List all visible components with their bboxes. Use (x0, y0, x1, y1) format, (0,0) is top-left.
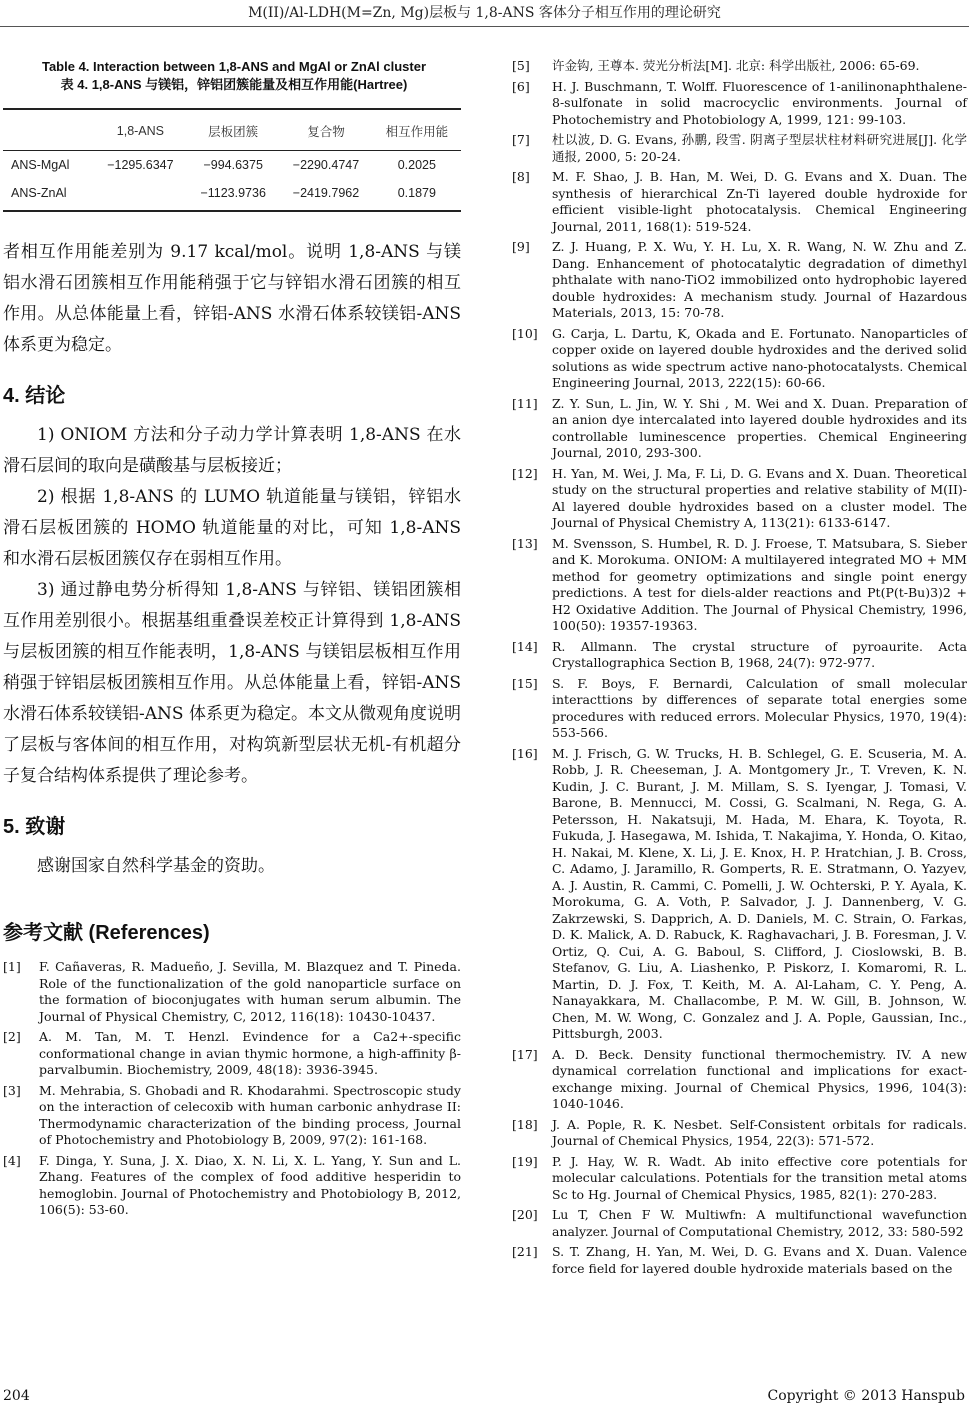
reference-item (512, 1117, 967, 1150)
reference-number: [13] (512, 535, 538, 551)
reference-number: [7] (512, 132, 530, 147)
continuation-paragraph: 者相互作用能差别为 9.17 kcal/mol。说明 1,8-ANS 与镁铝水滑石团簇相互作用能稍强于它与锌铝水滑石团簇的相互作用。从总体能量上看，锌铝-ANS 水滑石体系较镁铝-ANS 体系更为稳定。 (3, 242, 461, 355)
table-row (3, 179, 461, 211)
reference-text: 杜以波, D. G. Evans, 孙鹏, 段雪. 阴离子型层状柱材料研究进展[J]. 化学通报, 2000, 5: 20-24. (552, 132, 967, 164)
reference-number: [9] (512, 239, 530, 254)
reference-item (512, 58, 967, 75)
table-cell: −2290.4747 (292, 158, 360, 172)
reference-number: [16] (512, 745, 538, 761)
table-cell: −1123.9736 (187, 179, 279, 211)
table-header-cell: 相互作用能 (373, 109, 461, 151)
reference-number: [15] (512, 675, 538, 691)
reference-text: H. Yan, M. Wei, J. Ma, F. Li, D. G. Evans and X. Duan. Theoretical study on the structural properties and relative stability of M(II)-Al layered double hydroxides based on a cluster model. The Journal of Physical Chemistry A, 113(21): 6133-6147. (552, 465, 967, 530)
acknowledgement-text: 感谢国家自然科学基金的资助。 (37, 856, 275, 876)
reference-number: [17] (512, 1046, 538, 1062)
reference-list-left (3, 959, 461, 1219)
reference-text: A. M. Tan, M. T. Henzl. Evindence for a Ca2+-specific conformational change in avian thymic hormone, a high-affinity β-parvalbumin. Biochemistry, 2009, 48(18): 3936-3945. (39, 1029, 461, 1077)
reference-text: M. F. Shao, J. B. Han, M. Wei, D. G. Evans and X. Duan. The synthesis of hierarchical Zn-Ti layered double hydroxide for efficient visible-light photocatalysis. Chemical Engineering Journal, 2011, 168(1): 519-524. (552, 169, 967, 234)
reference-number: [18] (512, 1116, 538, 1132)
reference-item (512, 536, 967, 635)
running-title: M(II)/Al-LDH(M=Zn, Mg)层板与 1,8-ANS 客体分子相互作用的理论研究 (248, 5, 721, 21)
table-cell (94, 179, 187, 211)
reference-number: [1] (3, 959, 21, 974)
reference-item (512, 396, 967, 462)
conclusion-paragraph-2: 2) 根据 1,8-ANS 的 LUMO 轨道能量与镁铝，锌铝水滑石层板团簇的 HOMO 轨道能量的对比，可知 1,8-ANS 和水滑石层板团簇仅存在弱相互作用。 (3, 487, 461, 569)
conclusion-heading: 4. 结论 (3, 385, 66, 407)
reference-text: 许金钩, 王尊本. 荧光分析法[M]. 北京: 科学出版社, 2006: 65-69. (552, 58, 920, 73)
conclusion-paragraph-1: 1) ONIOM 方法和分子动力学计算表明 1,8-ANS 在水滑石层间的取向是磺酸基与层板接近； (3, 425, 461, 476)
reference-text: F. Dinga, Y. Suna, J. X. Diao, X. N. Li, X. L. Yang, Y. Sun and L. Zhang. Features of the complex of food additive hesperidin to hemoglobin. Journal of Photochemistry and Photobiology B, 2012, 106(5): 53-60. (39, 1152, 461, 1217)
reference-text: S. T. Zhang, H. Yan, M. Wei, D. G. Evans and X. Duan. Valence force field for layered double hydroxide materials based on the (552, 1244, 967, 1276)
table-cell: −2419.7962 (279, 179, 372, 211)
table-header-cell: 层板团簇 (187, 109, 279, 151)
reference-number: [5] (512, 58, 530, 73)
interaction-energy-table (3, 108, 461, 212)
reference-text: H. J. Buschmann, T. Wolff. Fluorescence of 1-anilinonaphthalene-8-sulfonate in solid macrocyclic environments. Journal of Photochemistry and Photobiology A, 1999, 121: 99-103. (552, 78, 967, 127)
reference-text: Z. Y. Sun, L. Jin, W. Y. Shi , M. Wei and X. Duan. Preparation of an anion dye intercalated into layered double hydroxides and its controllable luminescence properties. Chemical Engineering Journal, 2010, 293-300. (552, 395, 967, 460)
table-cell: −994.6375 (203, 158, 263, 172)
reference-item (512, 169, 967, 235)
page-number: 204 (3, 1388, 30, 1404)
reference-text: M. Svensson, S. Humbel, R. D. J. Froese, T. Matsubara, S. Sieber and K. Morokuma. ONIOM: A multilayered integrated MO + MM method for geometry optimizations and single point energy predictions. A test for diels-alder reactions and Pt(P(t-Bu)3)2 + H2 Oxidative Addition. The Journal of Physical Chemistry, 1996, 100(50): 19357-19363. (552, 535, 967, 633)
header-rule (0, 26, 969, 27)
reference-number: [14] (512, 638, 538, 654)
reference-item (512, 239, 967, 322)
conclusion-paragraph-3: 3) 通过静电势分析得知 1,8-ANS 与锌铝、镁铝团簇相互作用差别很小。根据基组重叠误差校正计算得到 1,8-ANS 与层板团簇的相互作能表明，1,8-ANS 与镁铝层板相互作用稍强于锌铝层板团簇相互作用。从总体能量上看，锌铝-ANS 水滑石体系较镁铝-ANS 体系更为稳定。本文从微观角度说明了层板与客体间的相互作用，对构筑新型层状无机-有机超分子复合结构体系提供了理论参考。 (3, 580, 461, 786)
reference-item (512, 1154, 967, 1204)
reference-item (512, 79, 967, 129)
copyright-notice: Copyright © 2013 Hanspub (767, 1388, 965, 1404)
reference-number: [2] (3, 1029, 21, 1044)
reference-number: [11] (512, 395, 538, 411)
table-cell: −1295.6347 (107, 158, 174, 172)
reference-list-right (512, 58, 967, 1277)
reference-text: S. F. Boys, F. Bernardi, Calculation of small molecular interacttions by differences of separate total energies some procedures with reduced errors. Molecular Physics, 1970, 19(4): 553-566. (552, 675, 967, 740)
reference-number: [8] (512, 169, 530, 184)
reference-item (3, 1083, 461, 1149)
reference-number: [4] (3, 1152, 21, 1168)
table-cell: ANS-ZnAl (3, 179, 94, 211)
reference-number: [12] (512, 465, 538, 481)
table-cell: 0.2025 (397, 158, 436, 172)
reference-item (3, 1029, 461, 1079)
references-heading: 参考文献 (References) (3, 922, 210, 944)
right-column (512, 58, 967, 1281)
reference-item (512, 676, 967, 742)
reference-number: [6] (512, 78, 530, 94)
reference-item (512, 1244, 967, 1277)
reference-item (512, 1047, 967, 1113)
reference-text: F. Cañaveras, R. Madueño, J. Sevilla, M. Blazquez and T. Pineda. Role of the functionalization of the gold nanoparticle surface on the formation of bioconjugates with human serum albumin. The Journal of Physical Chemistry, C, 2012, 116(18): 10430-10437. (39, 959, 461, 1024)
table-header-row (3, 109, 461, 151)
reference-number: [10] (512, 325, 538, 341)
reference-text: M. J. Frisch, G. W. Trucks, H. B. Schlegel, G. E. Scuseria, M. A. Robb, J. R. Cheeseman, J. A. Montgomery Jr., T. Vreven, K. N. Kudin, J. C. Burant, J. M. Millam, S. S. Iyengar, J. Tomasi, V. Barone, B. Mennucci, M. Cossi, G. Scalmani, N. Rega, G. A. Petersson, H. Nakatsuji, M. Hada, M. Ehara, K. Toyota, R. Fukuda, J. Hasegawa, M. Ishida, T. Nakajima, Y. Honda, O. Kitao, H. Nakai, M. Klene, X. Li, J. E. Knox, H. P. Hratchian, J. B. Cross, C. Adamo, J. Jaramillo, R. Gomperts, R. E. Stratmann, O. Yazyev, A. J. Austin, R. Cammi, C. Pomelli, J. W. Ochterski, P. Y. Ayala, K. Morokuma, G. A. Voth, P. Salvador, J. J. Dannenberg, V. G. Zakrzewski, S. Dapprich, A. D. Daniels, M. C. Strain, O. Farkas, D. K. Malick, A. D. Rabuck, K. Raghavachari, J. B. Foresman, J. V. Ortiz, Q. Cui, A. G. Baboul, S. Clifford, J. Cioslowski, B. B. Stefanov, G. Liu, A. Liashenko, P. Piskorz, I. Komaromi, R. L. Martin, D. J. Fox, T. Keith, M. A. Al-Laham, C. Y. Peng, A. Nanayakkara, M. Challacombe, P. M. W. Gill, B. Johnson, W. Chen, M. W. Wong, C. Gonzalez and J. A. Pople, Gaussian, Inc., Pittsburgh, 2003. (552, 745, 967, 1041)
reference-number: [3] (3, 1082, 21, 1098)
table-caption-zh: 表 4. 1,8-ANS 与镁铝，锌铝团簇能量及相互作用能(Hartree) (60, 77, 408, 92)
table-header-cell (3, 109, 94, 151)
reference-text: G. Carja, L. Dartu, K, Okada and E. Fortunato. Nanoparticles of copper oxide on layered double hydroxides and the derived solid solutions as wide spectrum active nano-photocatalysts. Chemical Engineering Journal, 2013, 222(15): 60-66. (552, 325, 967, 390)
table-header-cell: 1,8-ANS (94, 109, 187, 151)
reference-text: M. Mehrabia, S. Ghobadi and R. Khodarahmi. Spectroscopic study on the interaction of celecoxib with human carbonic anhydrase II: Thermodynamic characterization of the binding process, Journal of Photochemistry and Photobiology B, 2009, 97(2): 161-168. (39, 1082, 461, 1147)
table-cell: ANS-MgAl (11, 158, 70, 172)
table-cell: 0.1879 (373, 179, 461, 211)
acknowledgement-heading: 5. 致谢 (3, 816, 66, 838)
reference-number: [20] (512, 1207, 538, 1222)
reference-text: R. Allmann. The crystal structure of pyroaurite. Acta Crystallographica Section B, 1968, 24(7): 972-977. (552, 638, 967, 670)
reference-item (512, 326, 967, 392)
reference-text: Z. J. Huang, P. X. Wu, Y. H. Lu, X. R. Wang, N. W. Zhu and Z. Dang. Enhancement of photocatalytic degradation of dimethyl phthalate with nano-TiO2 immobilized onto hydrophobic layered double hydroxides: A mechanism study. Journal of Hazardous Materials, 2013, 15: 70-78. (552, 239, 967, 320)
reference-item (512, 132, 967, 165)
reference-item (512, 466, 967, 532)
table-header-cell: 复合物 (279, 109, 372, 151)
reference-item (3, 959, 461, 1025)
reference-item (512, 1207, 967, 1240)
reference-number: [19] (512, 1153, 538, 1169)
left-column (3, 58, 461, 1223)
table-caption-en: Table 4. Interaction between 1,8-ANS and MgAl or ZnAl cluster (41, 59, 427, 74)
reference-text: P. J. Hay, W. R. Wadt. Ab inito effective core potentials for molecular calculations. Potentials for the transition metal atoms Sc to Hg. Journal of Chemical Physics, 1985, 82(1): 270-283. (552, 1153, 967, 1202)
reference-text: Lu T, Chen F W. Multiwfn: A multifunctional wavefunction analyzer. Journal of Computational Chemistry, 2012, 33: 580-592 (552, 1207, 967, 1239)
table-row (3, 151, 461, 180)
reference-item (512, 639, 967, 672)
reference-number: [21] (512, 1244, 538, 1259)
reference-item (512, 746, 967, 1043)
reference-text: A. D. Beck. Density functional thermochemistry. IV. A new dynamical correlation functional and implications for exact-exchange mixing. Journal of Chemical Physics, 1996, 104(3): 1040-1046. (552, 1046, 967, 1111)
reference-text: J. A. Pople, R. K. Nesbet. Self-Consistent orbitals for radicals. Journal of Chemical Physics, 1954, 22(3): 571-572. (552, 1116, 967, 1148)
reference-item (3, 1153, 461, 1219)
